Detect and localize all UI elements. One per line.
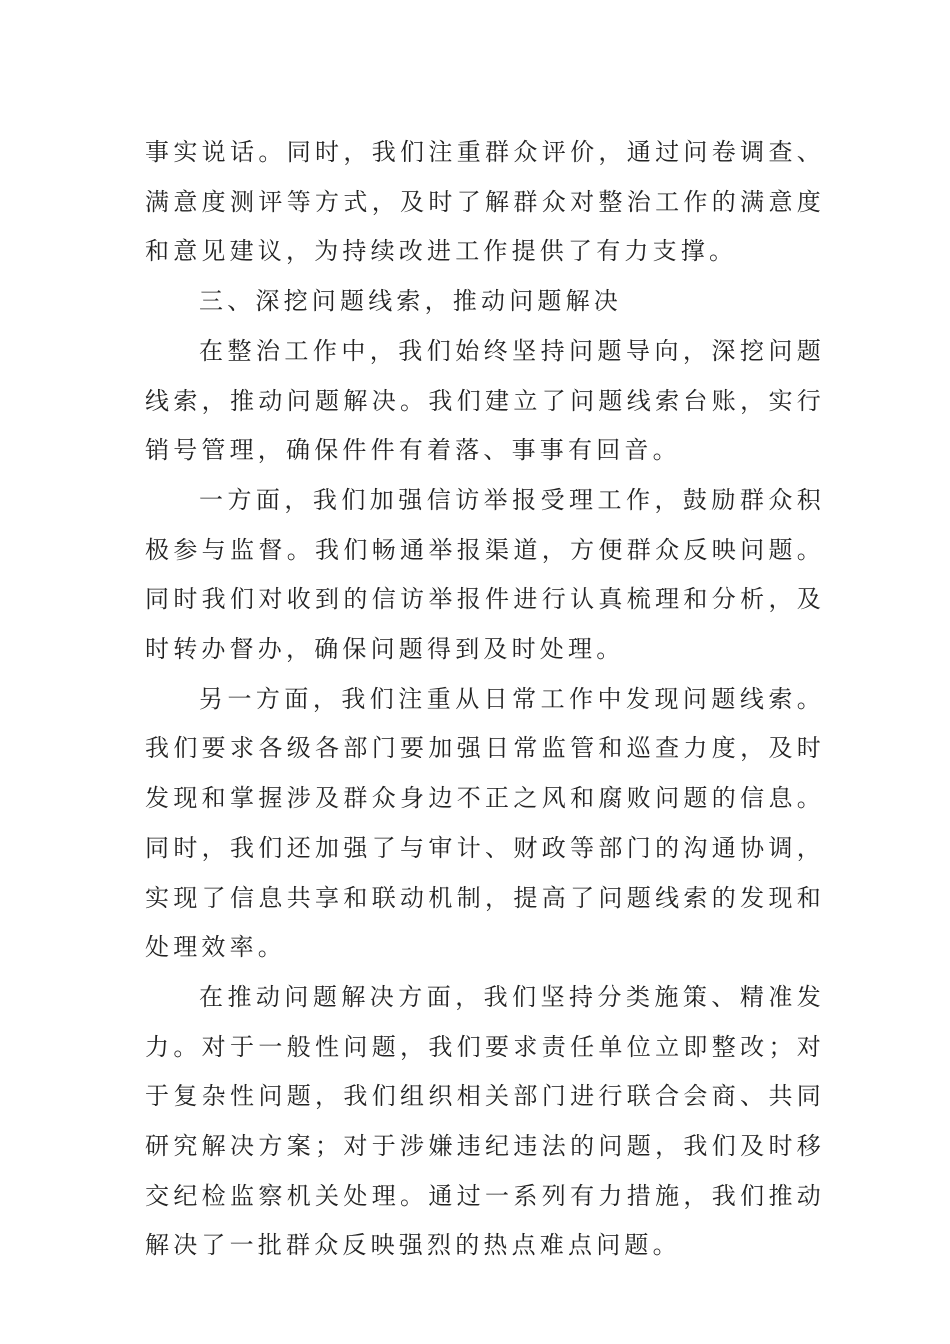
- paragraph: 在推动问题解决方面，我们坚持分类施策、精准发力。对于一般性问题，我们要求责任单位立即整改；对于复杂性问题，我们组织相关部门进行联合会商、共同研究解决方案；对于涉嫌违纪违法的问题，我们及时移交纪检监察机关处理。通过一系列有力措施，我们推动解决了一批群众反映强烈的热点难点问题。: [145, 982, 825, 1260]
- document-page: [145, 128, 825, 1271]
- paragraph: 另一方面，我们注重从日常工作中发现问题线索。我们要求各级各部门要加强日常监管和巡查力度，及时发现和掌握涉及群众身边不正之风和腐败问题的信息。同时，我们还加强了与审计、财政等部门的沟通协调，实现了信息共享和联动机制，提高了问题线索的发现和处理效率。: [145, 684, 825, 962]
- paragraph-continuation: 事实说话。同时，我们注重群众评价，通过问卷调查、满意度测评等方式，及时了解群众对整治工作的满意度和意见建议，为持续改进工作提供了有力支撑。: [145, 138, 825, 266]
- paragraph: 一方面，我们加强信访举报受理工作，鼓励群众积极参与监督。我们畅通举报渠道，方便群众反映问题。同时我们对收到的信访举报件进行认真梳理和分析，及时转办督办，确保问题得到及时处理。: [145, 485, 825, 664]
- paragraph: 在整治工作中，我们始终坚持问题导向，深挖问题线索，推动问题解决。我们建立了问题线索台账，实行销号管理，确保件件有着落、事事有回音。: [145, 336, 825, 465]
- section-heading: 三、深挖问题线索，推动问题解决: [199, 287, 622, 316]
